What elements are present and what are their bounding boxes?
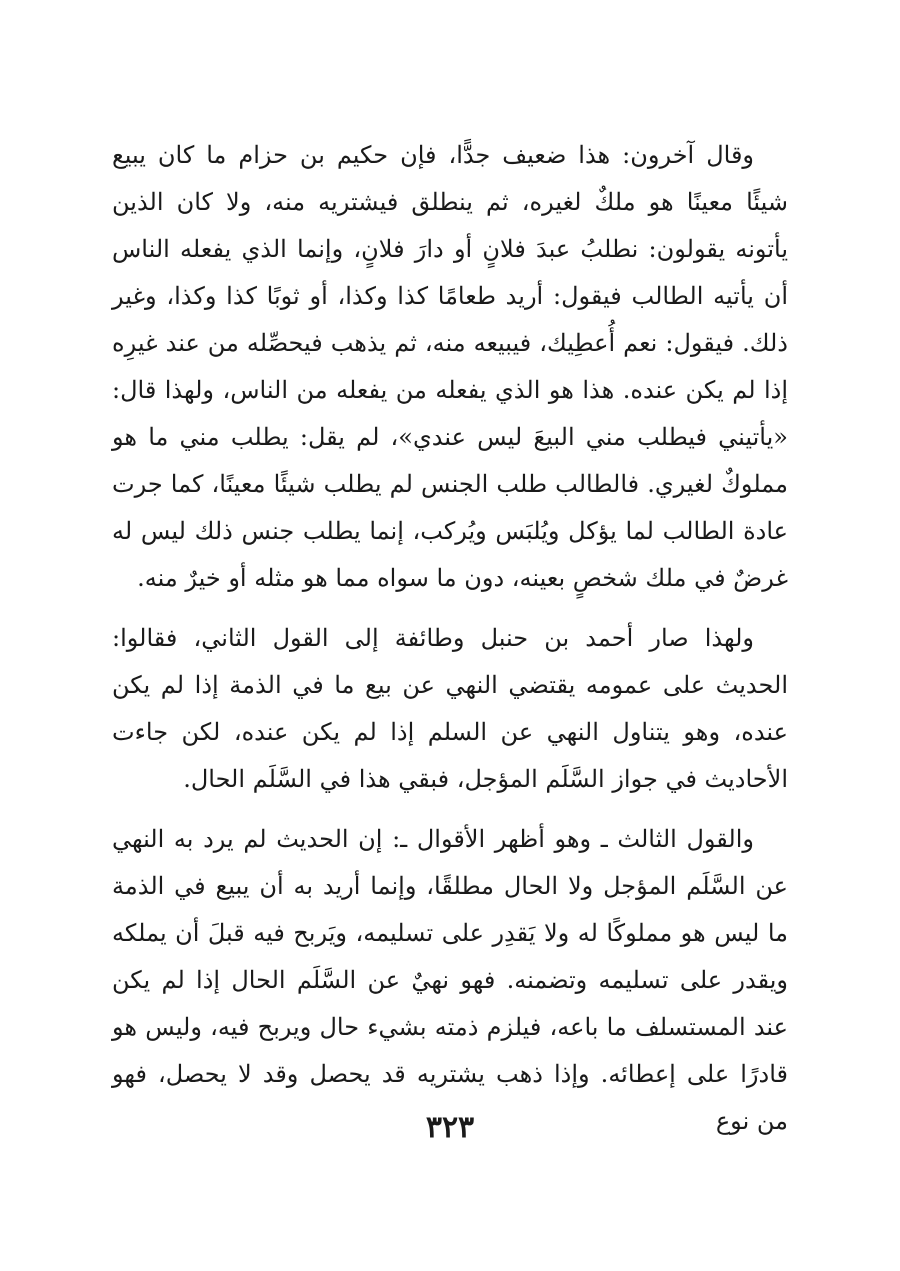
- paragraph-gap: [112, 803, 788, 816]
- page-number: ٣٢٣: [425, 1110, 475, 1145]
- paragraph-3: والقول الثالث ـ وهو أظهر الأقوال ـ: إن الحديث لم يرد به النهي عن السَّلَم المؤجل ولا الحال مطلقًا، وإنما أريد به أن يبيع في الذمة ما ليس هو مملوكًا له ولا يَقدِر على تسليمه، ويَربح فيه قبلَ أن يملكه ويقدر على تسليمه وتضمنه. فهو نهيٌ عن السَّلَم الحال إذا لم يكن عند المستسلف ما باعه، فيلزم ذمته بشيء حال ويربح فيه، وليس هو قادرًا على إعطائه. وإذا ذهب يشتريه قد يحصل وقد لا يحصل، فهو من نوع: [112, 825, 788, 1135]
- page-body: [112, 132, 788, 1145]
- paragraph-gap: [112, 602, 788, 615]
- paragraph-2: ولهذا صار أحمد بن حنبل وطائفة إلى القول الثاني، فقالوا: الحديث على عمومه يقتضي النهي عن بيع ما في الذمة إذا لم يكن عنده، وهو يتناول النهي عن السلم إذا لم يكن عنده، لكن جاءت الأحاديث في جواز السَّلَم المؤجل، فبقي هذا في السَّلَم الحال.: [112, 624, 788, 793]
- paragraph-1: وقال آخرون: هذا ضعيف جدًّا، فإن حكيم بن حزام ما كان يبيع شيئًا معينًا هو ملكٌ لغيره، ثم ينطلق فيشتريه منه، ولا كان الذين يأتونه يقولون: نطلبُ عبدَ فلانٍ أو دارَ فلانٍ، وإنما الذي يفعله الناس أن يأتيه الطالب فيقول: أريد طعامًا كذا وكذا، أو ثوبًا كذا وكذا، وغير ذلك. فيقول: نعم أُعطِيك، فيبيعه منه، ثم يذهب فيحصِّله من عند غيرِه إذا لم يكن عنده. هذا هو الذي يفعله من يفعله من الناس، ولهذا قال: «يأتيني فيطلب مني البيعَ ليس عندي»، لم يقل: يطلب مني ما هو مملوكٌ لغيري. فالطالب طلب الجنس لم يطلب شيئًا معينًا، كما جرت عادة الطالب لما يؤكل ويُلبَس ويُركب، إنما يطلب جنس ذلك ليس له غرضٌ في ملك شخصٍ بعينه، دون ما سواه مما هو مثله أو خيرٌ منه.: [112, 141, 789, 592]
